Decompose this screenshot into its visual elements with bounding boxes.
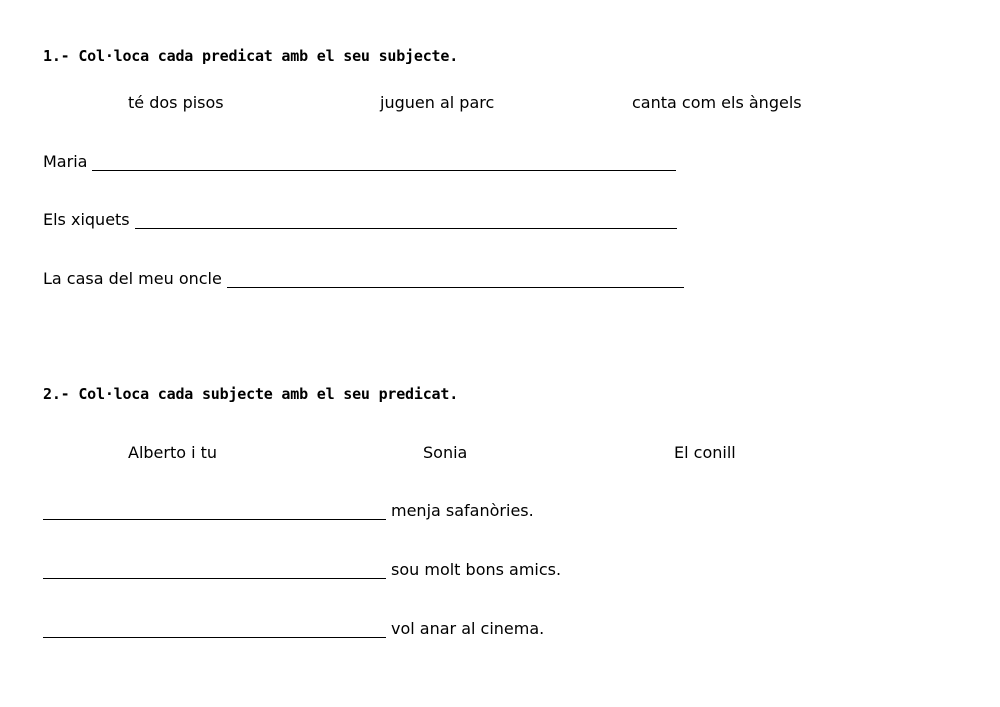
predicate-label: sou molt bons amics. xyxy=(391,560,562,579)
exercise-1-row-3 xyxy=(43,269,689,288)
answer-blank[interactable] xyxy=(43,562,386,579)
exercise-2-option-1[interactable]: Alberto i tu xyxy=(128,443,218,462)
exercise-2-option-3[interactable]: El conill xyxy=(674,443,736,462)
subject-label: Els xiquets xyxy=(43,210,130,229)
exercise-1-row-1 xyxy=(43,152,681,171)
answer-blank[interactable] xyxy=(92,154,676,171)
answer-blank[interactable] xyxy=(135,212,677,229)
predicate-label: vol anar al cinema. xyxy=(391,619,545,638)
answer-blank[interactable] xyxy=(43,621,386,638)
exercise-1-option-3[interactable]: canta com els àngels xyxy=(632,93,802,112)
answer-blank[interactable] xyxy=(227,271,684,288)
exercise-2-row-1 xyxy=(43,501,534,520)
exercise-2-title: 2.- Col·loca cada subjecte amb el seu predicat. xyxy=(43,385,459,403)
exercise-1-row-2 xyxy=(43,210,682,229)
subject-label: Maria xyxy=(43,152,88,171)
answer-blank[interactable] xyxy=(43,503,386,520)
exercise-2-row-2 xyxy=(43,560,561,579)
subject-label: La casa del meu oncle xyxy=(43,269,222,288)
exercise-1-option-1[interactable]: té dos pisos xyxy=(128,93,224,112)
exercise-2-option-2[interactable]: Sonia xyxy=(423,443,468,462)
exercise-1-option-2[interactable]: juguen al parc xyxy=(380,93,495,112)
exercise-1-title: 1.- Col·loca cada predicat amb el seu subjecte. xyxy=(43,47,459,65)
predicate-label: menja safanòries. xyxy=(391,501,534,520)
exercise-2-row-3 xyxy=(43,619,544,638)
